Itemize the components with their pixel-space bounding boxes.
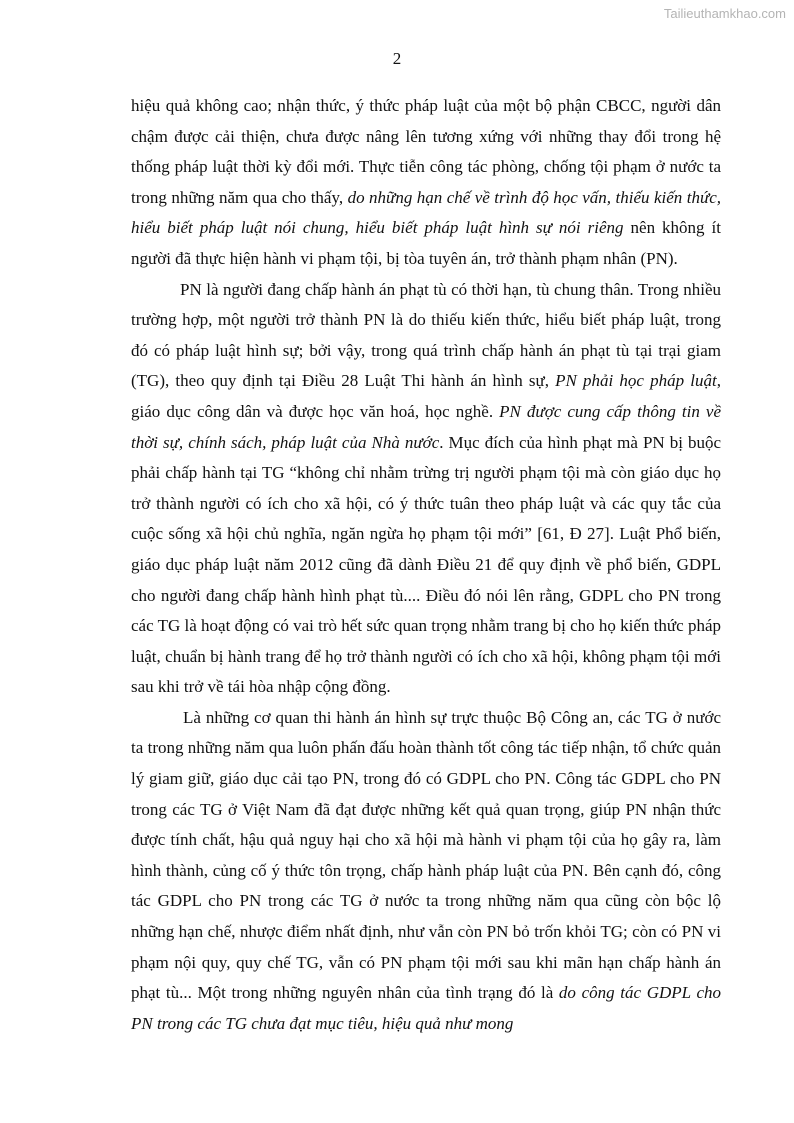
- italic-text-run: do công tác GDPL cho PN trong các TG chưa đạt mục tiêu, hiệu quả như mong: [131, 983, 721, 1033]
- text-run: Là những cơ quan thi hành án hình sự trực thuộc Bộ Công an, các TG ở nước ta trong những năm qua luôn phấn đấu hoàn thành tốt công tác tiếp nhận, tổ chức quản lý giam giữ, giáo dục cải tạo PN, trong đó có GDPL cho PN. Công tác GDPL cho PN trong các TG ở Việt Nam đã đạt được những kết quả quan trọng, giúp PN nhận thức được tính chất, hậu quả nguy hại cho xã hội mà hành vi phạm tội của họ gây ra, làm hình thành, củng cố ý thức tôn trọng, chấp hành pháp luật của PN. Bên cạnh đó, công tác GDPL cho PN trong các TG ở nước ta trong những năm qua cũng còn bộc lộ những hạn chế, nhược điểm nhất định, như vẫn còn PN bỏ trốn khỏi TG; còn có PN vi phạm nội quy, quy chế TG, vẫn có PN phạm tội mới sau khi mãn hạn chấp hành án phạt tù... Một trong những nguyên nhân của tình trạng đó là: [131, 707, 721, 1003]
- paragraph-3: [131, 703, 721, 1040]
- text-run: nên không ít người đã thực hiện hành vi phạm tội, bị tòa tuyên án, trở thành phạm nhân (PN).: [131, 218, 721, 268]
- italic-text-run: do những hạn chế về trình độ học vấn, thiếu kiến thức, hiểu biết pháp luật nói chung, hiểu biết pháp luật hình sự nói riêng: [131, 187, 722, 238]
- watermark: Tailieuthamkhao.com: [663, 6, 786, 21]
- text-run: hiệu quả không cao; nhận thức, ý thức pháp luật của một bộ phận CBCC, người dân chậm được cải thiện, chưa được nâng lên tương xứng với những thay đổi trong hệ thống pháp luật thời kỳ đổi mới. Thực tiễn công tác phòng, chống tội phạm ở nước ta trong những năm qua cho thấy,: [131, 96, 721, 207]
- italic-text-run: PN được cung cấp thông tin về thời sự, chính sách, pháp luật của Nhà nước: [131, 401, 721, 452]
- text-run: , giáo dục công dân và được học văn hoá, học nghề.: [131, 371, 721, 421]
- body-text: [131, 91, 721, 1039]
- text-run: PN là người đang chấp hành án phạt tù có thời hạn, tù chung thân. Trong nhiều trường hợp, một người trở thành PN là do thiếu kiến thức, hiểu biết pháp luật, trong đó có pháp luật hình sự; bởi vậy, trong quá trình chấp hành án phạt tù tại trại giam (TG), theo quy định tại Điều 28 Luật Thi hành án hình sự,: [131, 279, 721, 391]
- text-run: . Mục đích của hình phạt mà PN bị buộc phải chấp hành tại TG “không chỉ nhằm trừng trị người phạm tội mà còn giáo dục họ trở thành người có ích cho xã hội, có ý thức tuân theo pháp luật và các quy tắc của cuộc sống xã hội chủ nghĩa, ngăn ngừa họ phạm tội mới” [61, Đ 27]. Luật Phổ biến, giáo dục pháp luật năm 2012 cũng đã dành Điều 21 để quy định về phổ biến, GDPL cho người đang chấp hành hình phạt tù.... Điều đó nói lên rằng, GDPL cho PN trong các TG là hoạt động có vai trò hết sức quan trọng nhằm trang bị cho họ kiến thức pháp luật, chuẩn bị hành trang để họ trở thành người có ích cho xã hội, không phạm tội mới sau khi trở về tái hòa nhập cộng đồng.: [131, 432, 721, 697]
- paragraph-2: [131, 275, 721, 703]
- page-number: 2: [392, 49, 402, 68]
- italic-text-run: PN phải học pháp luật: [555, 371, 717, 391]
- paragraph-1: [131, 91, 721, 275]
